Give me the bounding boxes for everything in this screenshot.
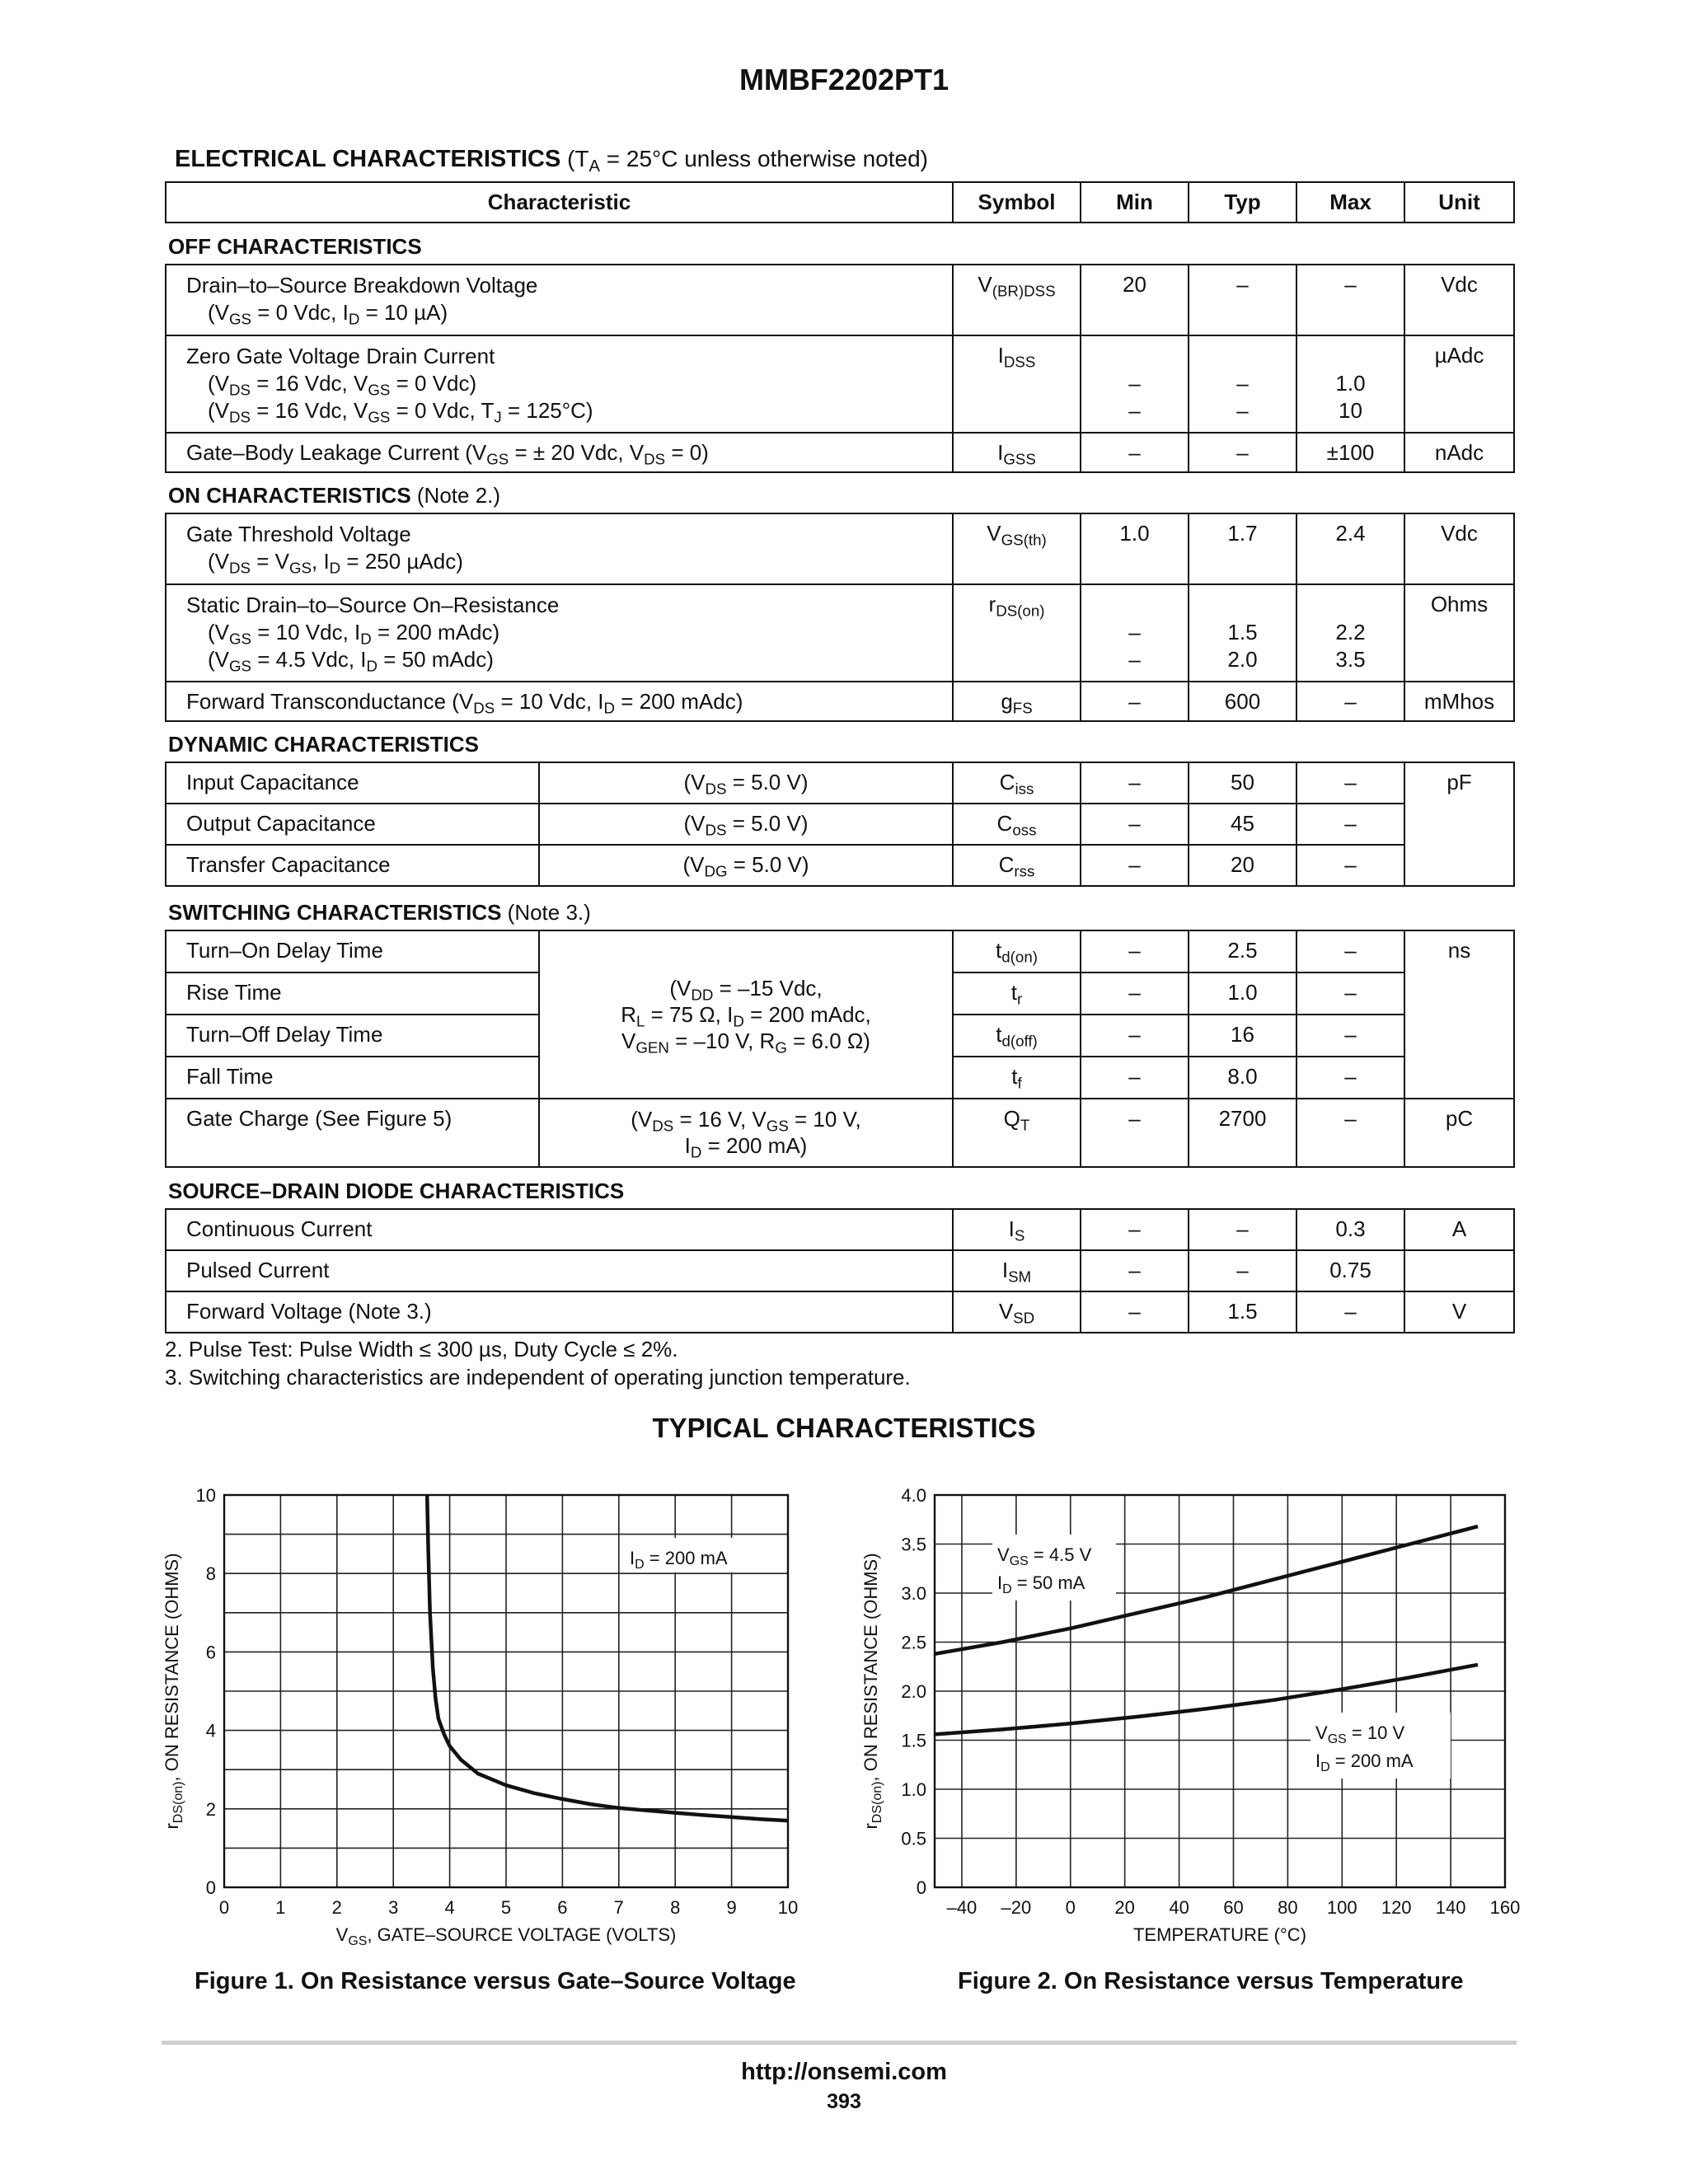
symbol: $C_{iss}$ (953, 762, 1081, 804)
figure1-caption: Figure 1. On Resistance versus Gate–Source Voltage (195, 1968, 796, 1994)
symbol: $Q_T$ (953, 1099, 1081, 1167)
unit: Vdc (1404, 513, 1514, 584)
x-tick-label: 40 (1169, 1897, 1189, 1918)
char-turn-on-delay: Turn–On Delay Time (166, 930, 539, 972)
max-value: 2.4 (1296, 513, 1404, 584)
section-diode: SOURCE–DRAIN DIODE CHARACTERISTICS (168, 1179, 625, 1203)
symbol: $V_{(BR)DSS}$ (953, 265, 1081, 335)
max-value: – (1296, 845, 1404, 886)
series-label-vgs-10v: $V_{GS} = 10$ V (1315, 1722, 1405, 1746)
min-value: – (1081, 682, 1189, 721)
unit: nAdc (1404, 433, 1514, 472)
min-value: – – (1081, 584, 1189, 682)
min-value: – (1081, 433, 1189, 472)
col-min: Min (1081, 182, 1189, 223)
footnote-3: 3. Switching characteristics are independent of operating junction temperature. (165, 1365, 911, 1390)
max-value: – (1296, 1291, 1404, 1333)
series-label-id-200ma: $I_D = 200$ mA (1315, 1750, 1414, 1774)
x-tick-label: 3 (388, 1897, 399, 1918)
char-rise-time: Rise Time (166, 972, 539, 1015)
y-tick-label: 4 (205, 1720, 216, 1741)
x-tick-label: 80 (1278, 1897, 1298, 1918)
table-row (166, 584, 1514, 682)
x-tick-label: 9 (726, 1897, 737, 1918)
y-tick-label: 3.0 (901, 1583, 926, 1604)
max-value: 1.0 10 (1296, 335, 1404, 433)
unit: Ohms (1404, 584, 1514, 682)
symbol: $V_{GS(th)}$ (953, 513, 1081, 584)
min-value: – (1081, 762, 1189, 804)
typ-value: – (1189, 433, 1296, 472)
header-table (165, 181, 1515, 223)
symbol: $C_{oss}$ (953, 804, 1081, 845)
unit: pF (1404, 762, 1514, 886)
max-value: – (1296, 682, 1404, 721)
part-number: MMBF2202PT1 (738, 63, 950, 96)
table-row (166, 513, 1514, 584)
symbol: $t_{d(off)}$ (953, 1015, 1081, 1057)
section-dynamic: DYNAMIC CHARACTERISTICS (168, 732, 479, 757)
char-forward-transconductance: Forward Transconductance ($V_{DS} = 10$ Vdc, $I_D = 200$ mAdc) (166, 682, 953, 721)
min-value: 20 (1081, 265, 1189, 335)
char-breakdown-voltage: Drain–to–Source Breakdown Voltage ($V_{GS} = 0$ Vdc, $I_D = 10$ µA) (166, 265, 953, 335)
typ-value: 2.5 (1189, 930, 1296, 972)
unit: A (1404, 1209, 1514, 1250)
chart-on-resistance-vs-temperature (849, 1475, 1525, 1953)
max-value: – (1296, 1057, 1404, 1099)
y-tick-label: 6 (205, 1642, 216, 1663)
symbol: $C_{rss}$ (953, 845, 1081, 886)
min-value: – (1081, 1099, 1189, 1167)
max-value: – (1296, 804, 1404, 845)
condition: ($V_{DG} = 5.0$ V) (539, 845, 953, 886)
y-axis-label: $r_{DS(on)}$, ON RESISTANCE (OHMS) (860, 1553, 884, 1830)
table-row (166, 335, 1514, 433)
x-tick-label: 20 (1114, 1897, 1135, 1918)
footnote-2: 2. Pulse Test: Pulse Width ≤ 300 µs, Duty Cycle ≤ 2%. (165, 1337, 678, 1361)
symbol: $I_{DSS}$ (953, 335, 1081, 433)
max-value: 0.75 (1296, 1250, 1404, 1291)
typ-value: – (1189, 265, 1296, 335)
x-tick-label: –20 (1001, 1897, 1032, 1918)
min-value: – – (1081, 335, 1189, 433)
y-tick-label: 10 (195, 1485, 216, 1506)
char-continuous-current: Continuous Current (166, 1209, 953, 1250)
typ-value: – – (1189, 335, 1296, 433)
table-row (166, 762, 1514, 804)
col-characteristic: Characteristic (166, 182, 953, 223)
y-tick-label: 0.5 (901, 1828, 926, 1849)
switching-condition: ($V_{DD} = -15$ Vdc, $R_L = 75$ Ω, $I_D = 200$ mAdc, $V_{GEN} = -10$ V, $R_G = 6.0$ Ω) (539, 930, 953, 1099)
x-tick-label: 1 (275, 1897, 286, 1918)
min-value: 1.0 (1081, 513, 1189, 584)
max-value: – (1296, 930, 1404, 972)
unit: ns (1404, 930, 1514, 1099)
page-number: 393 (827, 2090, 861, 2113)
y-tick-label: 2.0 (901, 1681, 926, 1702)
y-tick-label: 8 (205, 1563, 216, 1585)
on-table (165, 513, 1515, 722)
table-row (166, 1209, 1514, 1250)
x-axis-label: TEMPERATURE (°C) (1132, 1924, 1307, 1945)
min-value: – (1081, 1057, 1189, 1099)
char-turn-off-delay: Turn–Off Delay Time (166, 1015, 539, 1057)
y-tick-label: 2 (205, 1798, 216, 1820)
x-tick-label: 0 (218, 1897, 230, 1918)
table-row (166, 930, 1514, 972)
table-row (166, 1291, 1514, 1333)
y-tick-label: 0 (205, 1877, 216, 1898)
symbol: $g_{FS}$ (953, 682, 1081, 721)
y-tick-label: 1.0 (901, 1779, 926, 1800)
unit: µAdc (1404, 335, 1514, 433)
char-on-resistance: Static Drain–to–Source On–Resistance ($V_{GS} = 10$ Vdc, $I_D = 200$ mAdc) ($V_{GS} = 4.5$ Vdc, $I_D = 50$ mAdc) (166, 584, 953, 682)
condition: ($V_{DS} = 16$ V, $V_{GS} = 10$ V, $I_D = 200$ mA) (539, 1099, 953, 1167)
char-output-capacitance: Output Capacitance (166, 804, 539, 845)
electrical-characteristics-title: ELECTRICAL CHARACTERISTICS ($T_A = 25^\circ C$ unless otherwise noted) (175, 146, 928, 176)
max-value: – (1296, 265, 1404, 335)
footer-divider (162, 2041, 1517, 2045)
unit: Vdc (1404, 265, 1514, 335)
col-unit: Unit (1404, 182, 1514, 223)
unit: mMhos (1404, 682, 1514, 721)
y-tick-label: 1.5 (901, 1730, 926, 1751)
min-value: – (1081, 804, 1189, 845)
symbol: $I_{SM}$ (953, 1250, 1081, 1291)
symbol: $r_{DS(on)}$ (953, 584, 1081, 682)
x-tick-label: 100 (1326, 1897, 1357, 1918)
unit (1404, 1250, 1514, 1291)
col-max: Max (1296, 182, 1404, 223)
x-axis-label: $V_{GS}$, GATE–SOURCE VOLTAGE (VOLTS) (335, 1924, 677, 1948)
y-tick-label: 3.5 (901, 1534, 926, 1555)
min-value: – (1081, 1291, 1189, 1333)
typ-value: 45 (1189, 804, 1296, 845)
x-tick-label: 120 (1381, 1897, 1412, 1918)
symbol: $I_S$ (953, 1209, 1081, 1250)
typ-value: – (1189, 1209, 1296, 1250)
condition: ($V_{DS} = 5.0$ V) (539, 762, 953, 804)
unit: pC (1404, 1099, 1514, 1167)
char-pulsed-current: Pulsed Current (166, 1250, 953, 1291)
table-row (166, 433, 1514, 472)
symbol: $t_r$ (953, 972, 1081, 1015)
x-tick-label: 6 (557, 1897, 568, 1918)
y-tick-label: 0 (916, 1877, 926, 1898)
chart-on-resistance-vs-vgs (157, 1475, 816, 1953)
table-row (166, 845, 1514, 886)
min-value: – (1081, 972, 1189, 1015)
footer-url: http://onsemi.com (741, 2059, 947, 2085)
max-value: – (1296, 1099, 1404, 1167)
col-symbol: Symbol (953, 182, 1081, 223)
table-row (166, 265, 1514, 335)
typ-value: – (1189, 1250, 1296, 1291)
table-row (166, 1099, 1514, 1167)
x-tick-label: 7 (613, 1897, 624, 1918)
dynamic-table (165, 762, 1515, 887)
series-label-vgs-4v5: $V_{GS} = 4.5$ V (997, 1544, 1092, 1568)
section-off: OFF CHARACTERISTICS (168, 234, 422, 259)
x-tick-label: 60 (1223, 1897, 1244, 1918)
max-value: – (1296, 972, 1404, 1015)
switching-table (165, 930, 1515, 1168)
typ-value: 50 (1189, 762, 1296, 804)
min-value: – (1081, 1250, 1189, 1291)
y-axis-label: $r_{DS(on)}$, ON RESISTANCE (OHMS) (162, 1553, 185, 1830)
y-tick-label: 4.0 (901, 1485, 926, 1506)
char-zero-gate-drain-current: Zero Gate Voltage Drain Current ($V_{DS} = 16$ Vdc, $V_{GS} = 0$ Vdc) ($V_{DS} = 16$ Vdc, $V_{GS} = 0$ Vdc, $T_J = 125^\circ C$) (166, 335, 953, 433)
condition: ($V_{DS} = 5.0$ V) (539, 804, 953, 845)
symbol: $I_{GSS}$ (953, 433, 1081, 472)
x-tick-label: 4 (444, 1897, 455, 1918)
x-tick-label: 140 (1435, 1897, 1466, 1918)
typ-value: 1.5 2.0 (1189, 584, 1296, 682)
max-value: ±100 (1296, 433, 1404, 472)
max-value: – (1296, 762, 1404, 804)
min-value: – (1081, 1015, 1189, 1057)
typical-characteristics-title: TYPICAL CHARACTERISTICS (652, 1413, 1036, 1443)
typ-value: 20 (1189, 845, 1296, 886)
series-label-id-50ma: $I_D = 50$ mA (997, 1572, 1085, 1596)
char-gate-threshold-voltage: Gate Threshold Voltage ($V_{DS} = V_{GS}$, $I_D = 250$ µAdc) (166, 513, 953, 584)
symbol: $V_{SD}$ (953, 1291, 1081, 1333)
max-value: 2.2 3.5 (1296, 584, 1404, 682)
x-tick-label: 10 (777, 1897, 799, 1918)
x-tick-label: 5 (500, 1897, 512, 1918)
x-tick-label: 160 (1489, 1897, 1521, 1918)
symbol: $t_{d(on)}$ (953, 930, 1081, 972)
section-switching: SWITCHING CHARACTERISTICS (Note 3.) (168, 900, 591, 925)
table-row (166, 682, 1514, 721)
max-value: 0.3 (1296, 1209, 1404, 1250)
typ-value: 1.5 (1189, 1291, 1296, 1333)
max-value: – (1296, 1015, 1404, 1057)
table-row (166, 1250, 1514, 1291)
unit: V (1404, 1291, 1514, 1333)
figure2-caption: Figure 2. On Resistance versus Temperature (958, 1968, 1464, 1994)
char-transfer-capacitance: Transfer Capacitance (166, 845, 539, 886)
typ-value: 1.7 (1189, 513, 1296, 584)
typ-value: 2700 (1189, 1099, 1296, 1167)
x-tick-label: 8 (670, 1897, 681, 1918)
y-tick-label: 2.5 (901, 1632, 926, 1653)
table-row (166, 804, 1514, 845)
char-gate-charge: Gate Charge (See Figure 5) (166, 1099, 539, 1167)
x-tick-label: 2 (331, 1897, 342, 1918)
off-table (165, 264, 1515, 473)
min-value: – (1081, 1209, 1189, 1250)
col-typ: Typ (1189, 182, 1296, 223)
section-on: ON CHARACTERISTICS (Note 2.) (168, 483, 501, 508)
symbol: $t_f$ (953, 1057, 1081, 1099)
x-tick-label: 0 (1065, 1897, 1076, 1918)
char-fall-time: Fall Time (166, 1057, 539, 1099)
char-gate-body-leakage: Gate–Body Leakage Current ($V_{GS}$ = ± 20 Vdc, $V_{DS} = 0$) (166, 433, 953, 472)
annotation-id-200ma: $I_D = 200$ mA (630, 1548, 728, 1572)
char-input-capacitance: Input Capacitance (166, 762, 539, 804)
min-value: – (1081, 845, 1189, 886)
diode-table (165, 1208, 1515, 1333)
typ-value: 8.0 (1189, 1057, 1296, 1099)
min-value: – (1081, 930, 1189, 972)
typ-value: 600 (1189, 682, 1296, 721)
char-forward-voltage: Forward Voltage (Note 3.) (166, 1291, 953, 1333)
x-tick-label: –40 (946, 1897, 978, 1918)
typ-value: 16 (1189, 1015, 1296, 1057)
typ-value: 1.0 (1189, 972, 1296, 1015)
